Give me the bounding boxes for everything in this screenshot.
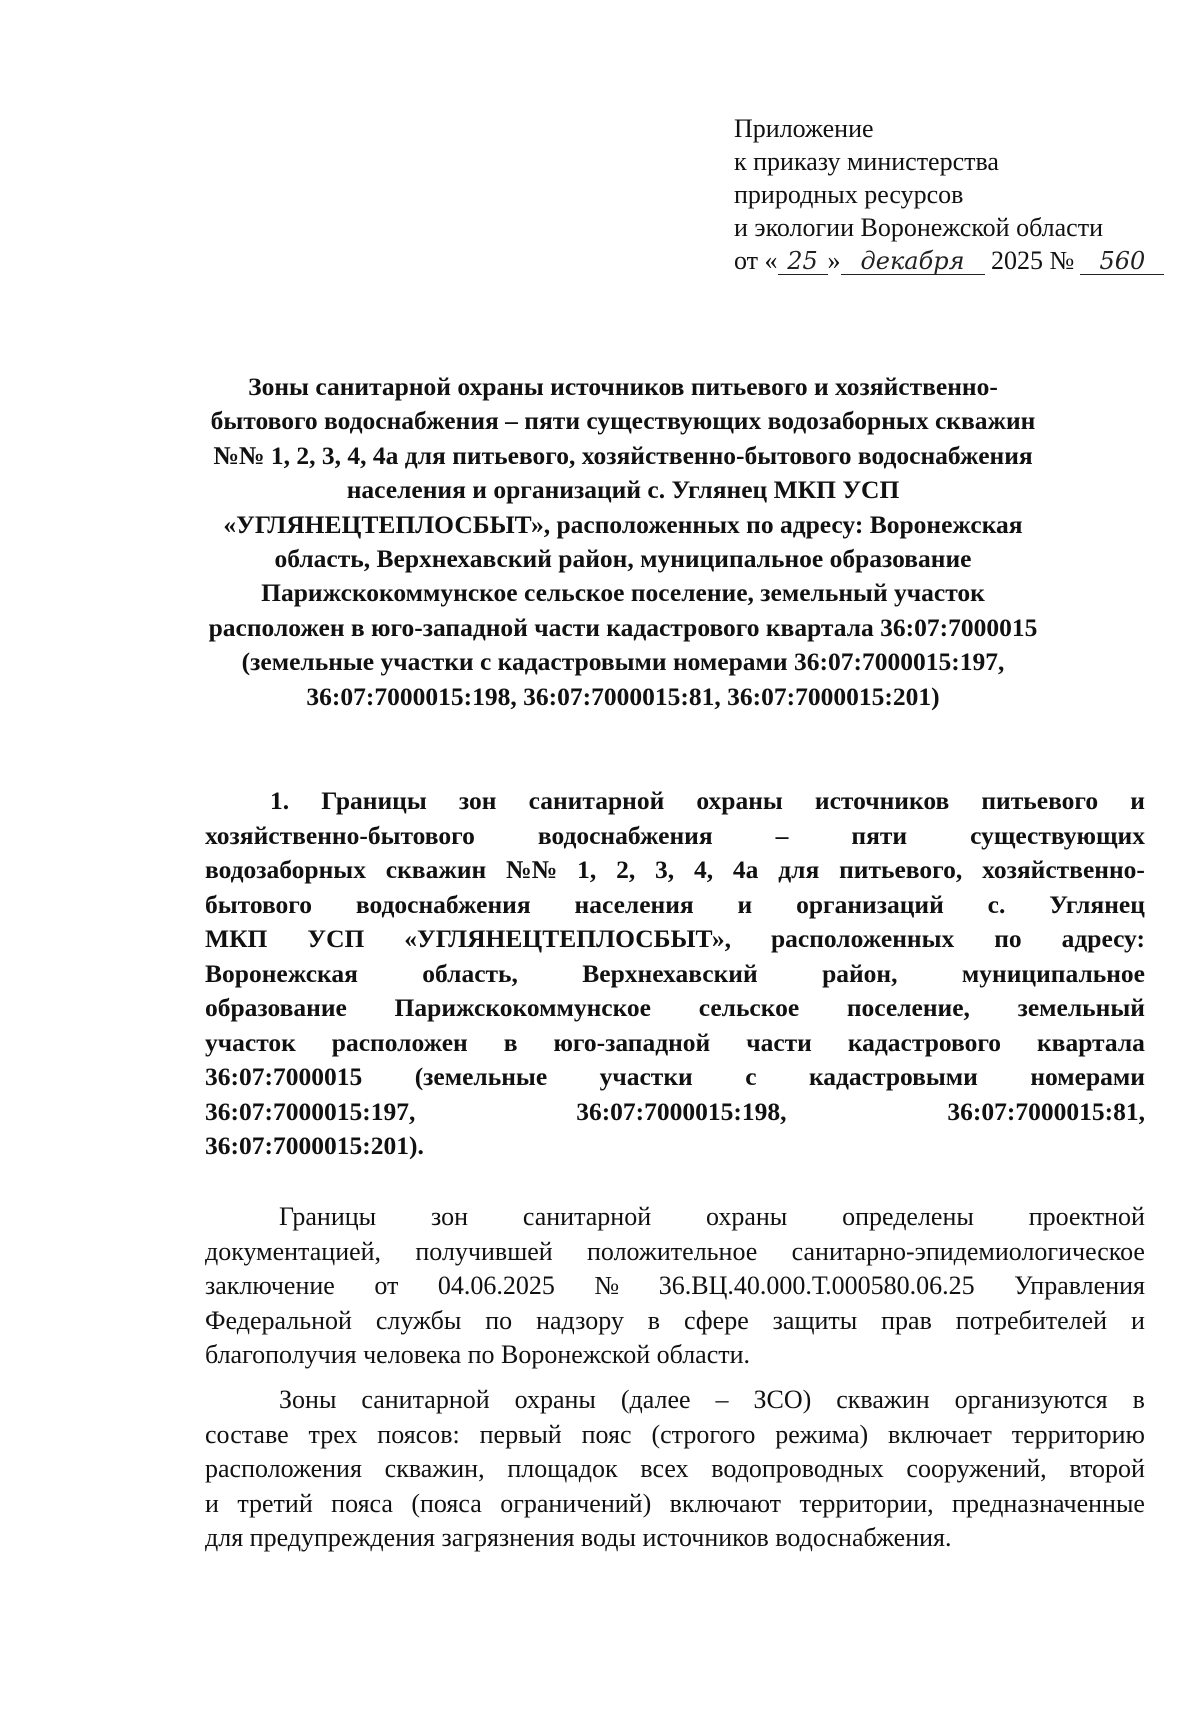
word: включает (888, 1419, 992, 1449)
word: скважин, (384, 1454, 485, 1483)
word: охраны (514, 1385, 596, 1414)
title-line: населения и организаций с. Углянец МКП УСП (346, 475, 900, 505)
word: 1, (577, 855, 597, 884)
paragraph-line (205, 1304, 1145, 1339)
word: расположен (331, 1027, 468, 1057)
word: прав (881, 1305, 932, 1335)
paragraph-line (205, 957, 1145, 992)
paragraph-line (205, 784, 1145, 819)
title-line: расположен в юго-западной части кадастрового квартала 36:07:7000015 (208, 612, 1038, 642)
header-line-4: и экологии Воронежской области (734, 213, 1103, 242)
word: по (485, 1305, 513, 1335)
paragraph-line (205, 1418, 1145, 1453)
word: 36:07:7000015 (205, 1062, 363, 1091)
paragraph-line (205, 1235, 1145, 1270)
title-line: «УГЛЯНЕЦТЕПЛОСБЫТ», расположенных по адресу: Воронежская (223, 509, 1023, 539)
word: Границы (321, 786, 427, 815)
word: кадастровыми (808, 1062, 978, 1091)
word: второй (1069, 1454, 1145, 1483)
word: район, (822, 958, 898, 988)
word: Федеральной (205, 1305, 352, 1335)
word: 3, (655, 855, 675, 884)
word: водоснабжения (537, 820, 713, 850)
title-line: (земельные участки с кадастровыми номерами 36:07:7000015:197, (241, 647, 1005, 677)
word: для (778, 855, 820, 884)
word: службы (375, 1305, 462, 1335)
paragraph-line: 36:07:7000015:201). (205, 1131, 424, 1160)
word: пяти (851, 820, 908, 850)
handwritten-month: декабря (841, 248, 985, 275)
date-prefix: от « (734, 246, 778, 275)
word: режима) (775, 1419, 869, 1449)
word: участки (599, 1062, 693, 1091)
word: части (746, 1027, 812, 1057)
paragraph-line (205, 922, 1145, 957)
word: питьевого, (839, 855, 963, 884)
paragraph-line (205, 1026, 1145, 1061)
word: № (594, 1271, 620, 1300)
date-mid: » (827, 246, 841, 275)
word: расположения (205, 1454, 362, 1483)
word: скважин (836, 1385, 930, 1414)
word: и (1130, 1305, 1145, 1335)
word: водоснабжения (355, 889, 531, 919)
word: в (503, 1027, 518, 1057)
word: область, (422, 958, 518, 988)
word: в (647, 1305, 661, 1335)
word: организуются (954, 1385, 1108, 1414)
word: сооружений, (906, 1454, 1047, 1483)
header-line-3: природных ресурсов (734, 180, 964, 209)
word: участок (205, 1027, 296, 1057)
word: населения (574, 889, 694, 919)
word: санитарно-эпидемиологическое (791, 1236, 1145, 1266)
word: квартала (1036, 1027, 1145, 1057)
word: – (775, 820, 789, 850)
word: хозяйственно- (982, 855, 1145, 884)
word: (строгого (651, 1419, 756, 1449)
word: 36:07:7000015:197, (205, 1096, 416, 1126)
paragraph-line (205, 1452, 1145, 1487)
word: Углянец (1049, 889, 1145, 919)
word: определены (842, 1202, 974, 1231)
word: – (715, 1385, 729, 1414)
paragraph-line (205, 1200, 1145, 1235)
word: зон (458, 786, 497, 815)
paragraph-1-boundaries (205, 784, 1145, 1164)
word: третий (237, 1488, 313, 1518)
word: кадастрового (847, 1027, 1002, 1057)
word: в (1132, 1385, 1145, 1414)
word: санитарной (528, 786, 665, 815)
word: Воронежская (205, 958, 358, 988)
paragraph-line: для предупреждения загрязнения воды источников водоснабжения. (205, 1523, 952, 1552)
word: 2, (616, 855, 636, 884)
word: (далее (620, 1385, 691, 1414)
word: зон (430, 1202, 469, 1231)
title-line: №№ 1, 2, 3, 4, 4а для питьевого, хозяйственно-бытового водоснабжения (213, 440, 1033, 470)
word: площадок (507, 1454, 618, 1483)
header-date-line (734, 244, 1174, 277)
word: санитарной (522, 1202, 652, 1231)
word: пояса (331, 1488, 393, 1518)
word: источников (814, 786, 950, 815)
word: Управления (1014, 1271, 1145, 1300)
word: с (745, 1062, 757, 1091)
paragraph-line (205, 1060, 1145, 1095)
word: и (205, 1488, 219, 1518)
word: от (374, 1271, 399, 1300)
word: образование (205, 993, 347, 1022)
paragraph-3-zso-belts (205, 1383, 1145, 1556)
paragraph-line: благополучия человека по Воронежской области. (205, 1340, 751, 1369)
word: проектной (1028, 1202, 1145, 1231)
word: ограничений) (500, 1488, 652, 1518)
word: 4а (732, 855, 759, 884)
header-line-2: к приказу министерства (734, 147, 999, 176)
word: питьевого (981, 786, 1099, 815)
date-year-number-sign: 2025 № (984, 246, 1075, 275)
handwritten-day: 25 (778, 248, 828, 275)
paragraph-2-project-documentation (205, 1200, 1145, 1373)
word: 1. (270, 786, 290, 815)
word: муниципальное (961, 958, 1145, 988)
word: охраны (705, 1202, 788, 1231)
handwritten-order-number: 560 (1080, 248, 1164, 275)
word: расположенных (770, 924, 955, 953)
word: пояс (581, 1419, 632, 1449)
word: водозаборных (205, 855, 366, 884)
paragraph-line (205, 991, 1145, 1026)
word: защиты (772, 1305, 858, 1335)
word: составе (205, 1419, 289, 1449)
word: 4, (693, 855, 714, 884)
title-line: Парижскокоммунское сельское поселение, земельный участок (261, 578, 985, 608)
header-line-1: Приложение (734, 114, 874, 143)
paragraph-line (205, 1269, 1145, 1304)
word: поясов: (377, 1419, 460, 1449)
appendix-header (734, 112, 1174, 277)
word: и (737, 889, 753, 919)
word: санитарной (361, 1385, 490, 1414)
word: заключение (205, 1271, 335, 1300)
word: 36.ВЦ.40.000.Т.000580.06.25 (658, 1271, 975, 1300)
word: поселение, (846, 993, 970, 1022)
word: ЗСО) (753, 1385, 812, 1414)
word: трех (308, 1419, 358, 1449)
word: положительное (587, 1236, 758, 1266)
title-line: бытового водоснабжения – пяти существующих водозаборных скважин (210, 406, 1036, 436)
word: Парижскокоммунское (394, 993, 652, 1022)
word: Верхнехавский (582, 958, 758, 988)
word: и (1130, 786, 1145, 815)
word: скважин (385, 855, 487, 884)
title-line: Зоны санитарной охраны источников питьевого и хозяйственно- (248, 372, 998, 401)
word: «УГЛЯНЕЦТЕПЛОСБЫТ», (404, 924, 731, 953)
word: надзору (536, 1305, 624, 1335)
title-line: область, Верхнехавский район, муниципальное образование (274, 544, 972, 574)
word: УСП (307, 924, 365, 953)
word: территории, (799, 1488, 934, 1518)
paragraph-line (205, 1383, 1145, 1418)
word: 04.06.2025 (437, 1271, 555, 1300)
word: первый (479, 1419, 562, 1449)
document-title (190, 370, 1056, 714)
word: 36:07:7000015:198, (576, 1096, 787, 1126)
word: Границы (279, 1202, 377, 1231)
paragraph-line (205, 1487, 1145, 1522)
paragraph-line (205, 888, 1145, 923)
paragraph-line (205, 819, 1145, 854)
word: МКП (205, 924, 268, 953)
word: водопроводных (711, 1454, 884, 1483)
word: всех (640, 1454, 689, 1483)
word: с. (987, 889, 1006, 919)
word: (пояса (411, 1488, 482, 1518)
word: бытового (205, 889, 313, 919)
word: организаций (796, 889, 944, 919)
word: номерами (1030, 1062, 1145, 1091)
word: включают (669, 1488, 782, 1518)
word: предназначенные (952, 1488, 1145, 1518)
word: получившей (415, 1236, 553, 1266)
word: сфере (683, 1305, 749, 1335)
paragraph-line (205, 853, 1145, 888)
paragraph-line (205, 1095, 1145, 1130)
word: территорию (1011, 1419, 1145, 1449)
word: сельское (698, 993, 800, 1022)
word: №№ (506, 855, 558, 884)
word: (земельные (414, 1062, 548, 1091)
word: существующих (970, 820, 1145, 850)
word: 36:07:7000015:81, (947, 1096, 1145, 1126)
word: охраны (696, 786, 783, 815)
title-line: 36:07:7000015:198, 36:07:7000015:81, 36:07:7000015:201) (306, 681, 940, 711)
word: по (994, 924, 1022, 953)
word: хозяйственно-бытового (205, 820, 475, 850)
word: потребителей (955, 1305, 1108, 1335)
word: земельный (1017, 993, 1145, 1022)
word: адресу: (1061, 924, 1145, 953)
word: Зоны (279, 1385, 337, 1414)
word: юго-западной (553, 1027, 711, 1057)
word: документацией, (205, 1236, 382, 1266)
